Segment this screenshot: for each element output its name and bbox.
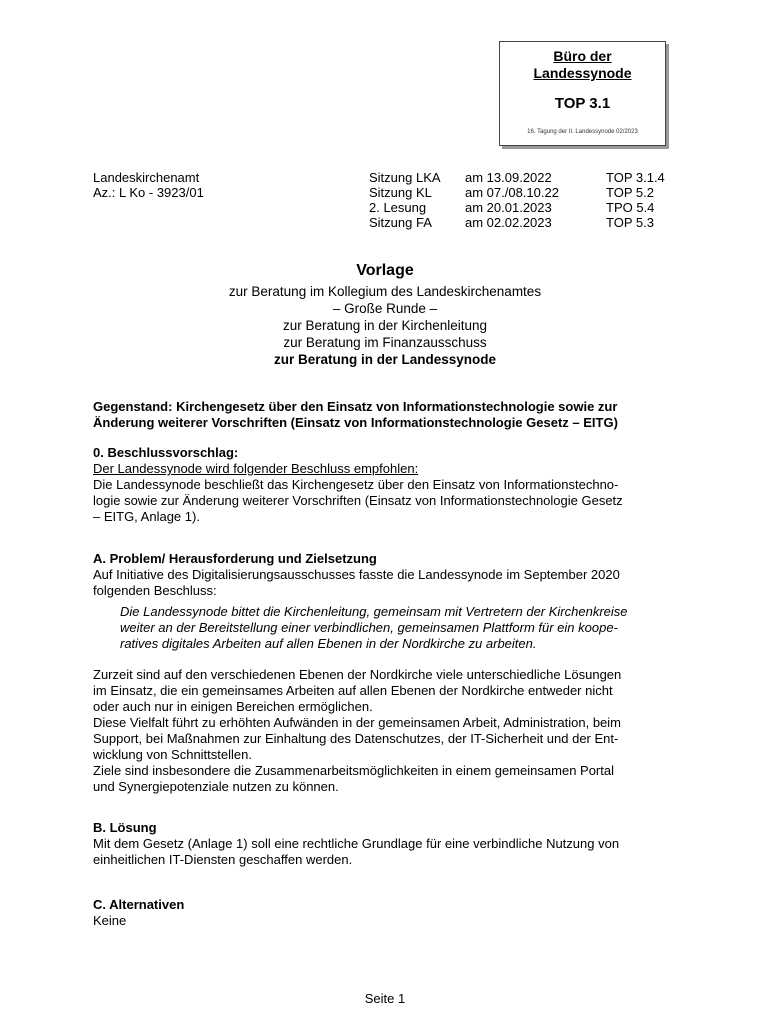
stamp-top-number: TOP 3.1 [554, 95, 611, 112]
session-dates: am 13.09.2022 am 07./08.10.22 am 20.01.2023 am 02.02.2023 [465, 170, 559, 230]
stamp-note: 16. Tagung der II. Landessynode 02/2023 [527, 129, 638, 135]
resolution-quote: Die Landessynode bittet die Kirchenleitung, gemeinsam mit Vertretern der Kirchenkreise weiter an der Bereitstellung einer verbindlichen, gemeinsamen Plattform für ein koope- ratives digitales Arbeiten auf allen Ebenen in der Nordkirche zu arbeiten. [120, 604, 628, 651]
synod-office-stamp [499, 41, 666, 146]
section-alternatives: C. Alternativen Keine [93, 897, 678, 929]
section-heading: B. Lösung [93, 820, 157, 835]
section-heading: C. Alternativen [93, 897, 185, 912]
page-number: Seite 1 [364, 991, 406, 1006]
subject: Gegenstand: Kirchengesetz über den Einsatz von Informationstechnologie sowie zur Änderung weiterer Vorschriften (Einsatz von Informationstechnologie Gesetz – EITG) [93, 399, 618, 430]
section-solution: B. Lösung Mit dem Gesetz (Anlage 1) soll eine rechtliche Grundlage für eine verbindliche Nutzung von einheitlichen IT-Diensten geschaffen werden. [93, 820, 678, 868]
section-heading: 0. Beschlussvorschlag: [93, 445, 239, 460]
section-problem-body: Zurzeit sind auf den verschiedenen Ebenen der Nordkirche viele unterschiedliche Lösungen im Einsatz, die ein gemeinsames Arbeiten auf allen Ebenen der Nordkirche entweder nicht oder auch nur in einigen Bereichen ermöglichen. Diese Vielfalt führt zu erhöhten Aufwänden in der gemeinsamen Arbeit, Administration, beim Support, bei Maßnahmen zur Einhaltung des Datenschutzes, der IT-Sicherheit und der Ent- wicklung von Schnittstellen. Ziele sind insbesondere die Zusammenarbeitsmöglichkeiten in einem gemeinsamen Portal und Synergiepotenziale nutzen zu können. [93, 667, 622, 794]
section-resolution: 0. Beschlussvorschlag: Der Landessynode wird folgender Beschluss empfohlen: Die Landessynode beschließt das Kirchengesetz über den Einsatz von Informationstechno- logie sowie zur Änderung weiterer Vorschriften (Einsatz von Informationstechnologie Gesetz – EITG, Anlage 1). [93, 445, 678, 525]
page-title: Vorlage [356, 262, 414, 279]
session-tops: TOP 3.1.4 TOP 5.2 TPO 5.4 TOP 5.3 [606, 170, 665, 230]
section-problem: A. Problem/ Herausforderung und Zielsetzung Auf Initiative des Digitalisierungsausschusses fasste die Landessynode im September 2020 folgenden Beschluss: [93, 551, 678, 599]
subtitle-block: zur Beratung im Kollegium des Landeskirchenamtes – Große Runde – zur Beratung in der Kirchenleitung zur Beratung im Finanzausschuss zur Beratung in der Landessynode [228, 284, 542, 367]
stamp-title: Büro der Landessynode [533, 48, 632, 81]
session-names: Sitzung LKA Sitzung KL 2. Lesung Sitzung FA [369, 170, 441, 230]
section-heading: A. Problem/ Herausforderung und Zielsetzung [93, 551, 377, 566]
office-reference: Landeskirchenamt Az.: L Ko - 3923/01 [93, 170, 204, 200]
